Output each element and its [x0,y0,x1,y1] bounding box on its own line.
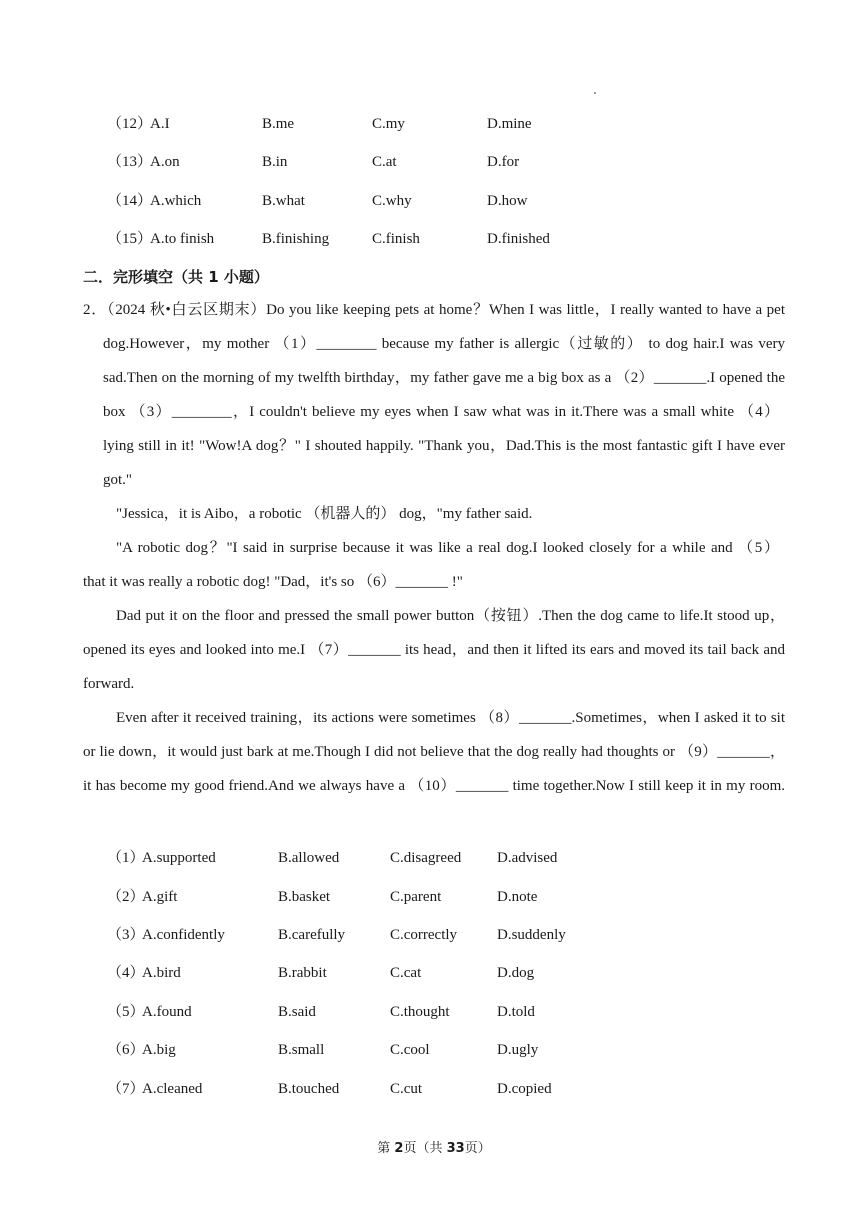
option-a: A.cleaned [142,1081,203,1097]
option-d: D.dog [497,965,535,981]
passage-line: dog.However，my mother （1）________ because my father is allergic（过敏的） to dog hair.I was very [103,336,785,352]
option-a: A.confidently [142,927,225,943]
option-b: B.rabbit [278,965,327,981]
passage-line: Dad put it on the floor and pressed the small power button（按钮）.Then the dog came to life.It stood up， [116,608,785,624]
option-d: D.mine [487,116,532,132]
option-b: B.me [262,116,295,132]
option-c: C.cut [390,1081,423,1097]
passage-line: it has become my good friend.And we always have a （10）_______ time together.Now I still keep it in my room. [83,778,785,794]
option-c: C.cool [390,1042,430,1058]
option-b: B.finishing [262,231,330,247]
option-b: B.carefully [278,927,346,943]
option-a: A.to finish [150,231,215,247]
option-number: （15） [107,231,153,247]
option-c: C.why [372,193,412,209]
passage-line: "Jessica，it is Aibo，a robotic （机器人的） dog，"my father said. [116,506,533,522]
option-number: （7） [107,1081,145,1097]
option-a: A.bird [142,965,181,981]
option-number: （14） [107,193,153,209]
option-b: B.touched [278,1081,340,1097]
option-a: A.supported [142,850,216,866]
passage-line: opened its eyes and looked into me.I （7）_______ its head，and then it lifted its ears and moved its tail back and [83,642,785,658]
option-a: A.I [150,116,170,132]
option-d: D.finished [487,231,550,247]
passage-line: that it was really a robotic dog! "Dad，it's so （6）_______ !" [83,574,463,590]
option-a: A.found [142,1004,192,1020]
footer-total-pages: 33 [446,1141,465,1156]
option-c: C.correctly [390,927,458,943]
option-d: D.advised [497,850,558,866]
option-c: C.parent [390,889,442,905]
option-number: （6） [107,1042,145,1058]
option-d: D.told [497,1004,535,1020]
option-b: B.what [262,193,305,209]
option-number: （12） [107,116,153,132]
option-c: C.at [372,154,397,170]
passage-line: Even after it received training，its actions were sometimes （8）_______.Sometimes，when I asked it to sit [116,710,785,726]
scan-speck [594,92,596,94]
option-a: A.on [150,154,180,170]
option-number: （3） [107,927,145,943]
footer-suffix: 页） [464,1141,491,1156]
passage-line: or lie down，it would just bark at me.Though I did not believe that the dog really had thoughts or （9）_______， [83,744,785,760]
option-number: （4） [107,965,145,981]
option-b: B.said [278,1004,316,1020]
option-d: D.copied [497,1081,552,1097]
option-b: B.small [278,1042,325,1058]
option-d: D.for [487,154,520,170]
footer-page-number: 2 [394,1141,404,1156]
option-a: A.which [150,193,202,209]
option-c: C.cat [390,965,422,981]
option-d: D.note [497,889,538,905]
passage-line: sad.Then on the morning of my twelfth birthday，my father gave me a big box as a （2）_______.I opened the [103,370,785,386]
option-a: A.big [142,1042,176,1058]
option-number: （2） [107,889,145,905]
option-number: （5） [107,1004,145,1020]
option-number: （1） [107,850,145,866]
passage-line: forward. [83,676,135,692]
page-footer [0,1137,868,1156]
passage-line: 2．（2024 秋•白云区期末）Do you like keeping pets at home？When I was little，I really wanted to have a pet [83,302,785,318]
footer-prefix: 第 [377,1141,395,1156]
passage-line: box （3）________，I couldn't believe my eyes when I saw what was in it.There was a small white （4） [103,404,779,420]
option-number: （13） [107,154,153,170]
option-d: D.how [487,193,528,209]
footer-mid: 页（共 [403,1141,447,1156]
option-b: B.basket [278,889,331,905]
option-d: D.suddenly [497,927,566,943]
passage-line: lying still in it! "Wow!A dog？" I shouted happily. "Thank you，Dad.This is the most fantastic gift I have ever [103,438,785,454]
option-c: C.finish [372,231,420,247]
option-d: D.ugly [497,1042,539,1058]
option-a: A.gift [142,889,178,905]
option-c: C.my [372,116,405,132]
passage-line: "A robotic dog？"I said in surprise because it was like a real dog.I looked closely for a while and （5） [116,540,779,556]
option-c: C.disagreed [390,850,462,866]
option-b: B.allowed [278,850,340,866]
option-b: B.in [262,154,288,170]
section-heading: 二．完形填空（共 1 小题） [83,268,269,286]
passage-line: got." [103,472,133,488]
option-c: C.thought [390,1004,450,1020]
